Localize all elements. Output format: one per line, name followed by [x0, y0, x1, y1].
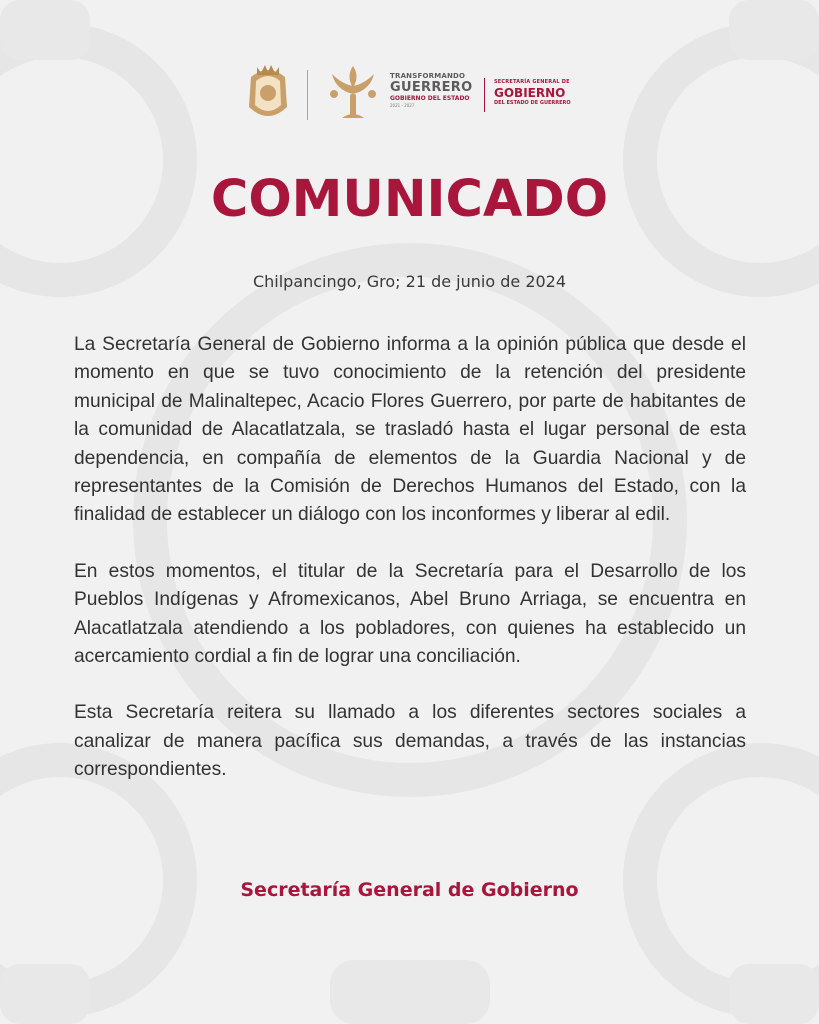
paragraph: En estos momentos, el titular de la Secretaría para el Desarrollo de los Pueblos Indígenas y Afromexicanos, Abel Bruno Arriaga, se encuentra en Alacatlatzala atendiendo a los pobladores, con quienes ha establecido un acercamiento cordial a fin de lograr una conciliación.: [74, 560, 746, 668]
guerrero-sub-label: GOBIERNO DEL ESTADO: [390, 95, 470, 102]
paragraph: La Secretaría General de Gobierno informa a la opinión pública que desde el momento en que se tuvo conocimiento de la retención del presidente municipal de Malinaltepec, Acacio Flores Guerrero, por parte de habitantes de la comunidad de Alacatlatzala, se trasladó hasta el lugar personal de esta dependencia, en compañía de elementos de la Guardia Nacional y de representantes de la Comisión de Derechos Humanos del Estado, con la finalidad de establecer un diálogo con los inconformes y liberar al edil.: [74, 334, 746, 526]
header-logos: [0, 56, 819, 128]
sgg-sub-label: DEL ESTADO DE GUERRERO: [494, 100, 571, 106]
guerrero-top-label: TRANSFORMANDO: [390, 72, 466, 80]
header-divider-red: [484, 78, 485, 112]
state-shield-icon: [243, 59, 293, 125]
guerrero-years: 2021 - 2027: [390, 103, 415, 108]
statement-body: [74, 331, 746, 813]
paragraph: Esta Secretaría reitera su llamado a los diferentes sectores sociales a canalizar de manera pacífica sus demandas, a través de las instancias correspondientes.: [74, 702, 746, 781]
signature: Secretaría General de Gobierno: [240, 879, 579, 901]
guerrero-name: GUERRERO: [390, 80, 473, 95]
place-date: Chilpancingo, Gro; 21 de junio de 2024: [252, 272, 567, 291]
tree-logo-icon: [324, 64, 382, 122]
page-title: COMUNICADO: [210, 170, 609, 229]
sgg-top-label: SECRETARÍA GENERAL DE: [494, 79, 570, 85]
header-divider: [307, 70, 308, 120]
guerrero-brand: [390, 72, 474, 109]
sgg-brand: [494, 79, 584, 107]
sgg-name: GOBIERNO: [494, 86, 566, 100]
